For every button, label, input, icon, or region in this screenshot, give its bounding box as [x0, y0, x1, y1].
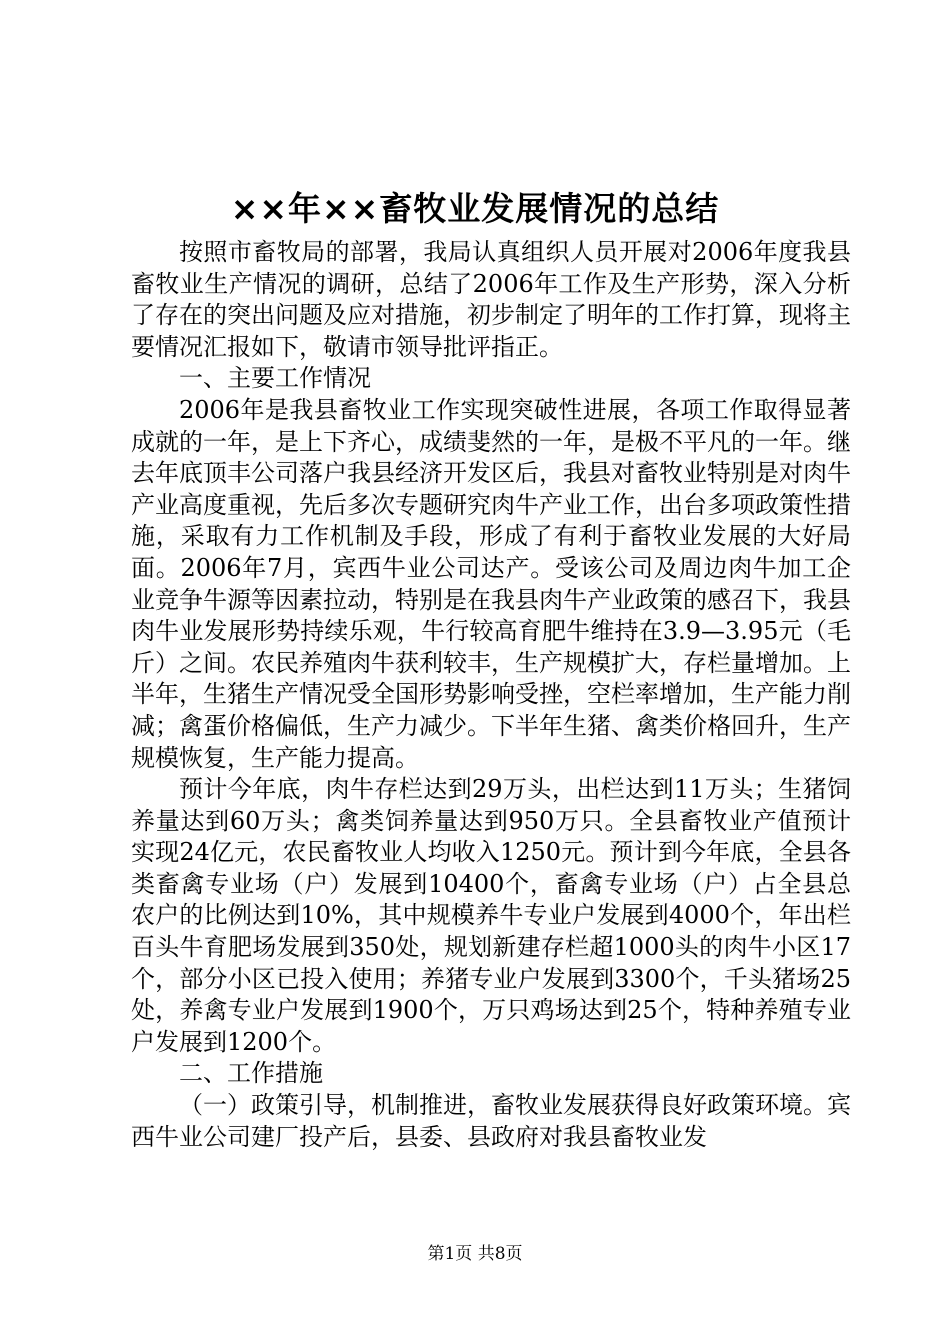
paragraph-policy-guidance: （一）政策引导，机制推进，畜牧业发展获得良好政策环境。宾西牛业公司建厂投产后，县委、县政府对我县畜牧业发	[131, 1091, 851, 1151]
paragraph-2006-progress: 2006年是我县畜牧业工作实现突破性进展，各项工作取得显著成就的一年，是上下齐心，成绩斐然的一年，是极不平凡的一年。继去年底顶丰公司落户我县经济开发区后，我县对畜牧业特别是对肉牛产业高度重视，先后多次专题研究肉牛产业工作，出台多项政策性措施，采取有力工作机制及手段，形成了有利于畜牧业发展的大好局面。2006年7月，宾西牛业公司达产。受该公司及周边肉牛加工企业竞争牛源等因素拉动，特别是在我县肉牛产业政策的感召下，我县肉牛业发展形势持续乐观，牛行较高育肥牛维持在3.9—3.95元（毛斤）之间。农民养殖肉牛获利较丰，生产规模扩大，存栏量增加。上半年，生猪生产情况受全国形势影响受挫，空栏率增加，生产能力削减；禽蛋价格偏低，生产力减少。下半年生猪、禽类价格回升，生产规模恢复，生产能力提高。	[131, 395, 851, 772]
paragraph-forecast: 预计今年底，肉牛存栏达到29万头，出栏达到11万头；生猪饲养量达到60万头；禽类饲养量达到950万只。全县畜牧业产值预计实现24亿元，农民畜牧业人均收入1250元。预计到今年底，全县各类畜禽专业场（户）发展到10400个，畜禽专业场（户）占全县总农户的比例达到10%，其中规模养牛专业户发展到4000个，年出栏百头牛育肥场发展到350处，规划新建存栏超1000头的肉牛小区17个，部分小区已投入使用；养猪专业户发展到3300个，千头猪场25处，养禽专业户发展到1900个，万只鸡场达到25个，特种养殖专业户发展到1200个。	[131, 775, 851, 1056]
section-heading-main-work: 一、主要工作情况	[179, 364, 371, 393]
section-heading-measures: 二、工作措施	[179, 1059, 323, 1088]
paragraph-intro: 按照市畜牧局的部署，我局认真组织人员开展对2006年度我县畜牧业生产情况的调研，总结了2006年工作及生产形势，深入分析了存在的突出问题及应对措施，初步制定了明年的工作打算，现将主要情况汇报如下，敬请市领导批评指正。	[131, 238, 851, 361]
page-title: ××年××畜牧业发展情况的总结	[230, 189, 720, 228]
document-body	[131, 237, 851, 1153]
page-number-footer: 第1页 共8页	[427, 1244, 523, 1264]
